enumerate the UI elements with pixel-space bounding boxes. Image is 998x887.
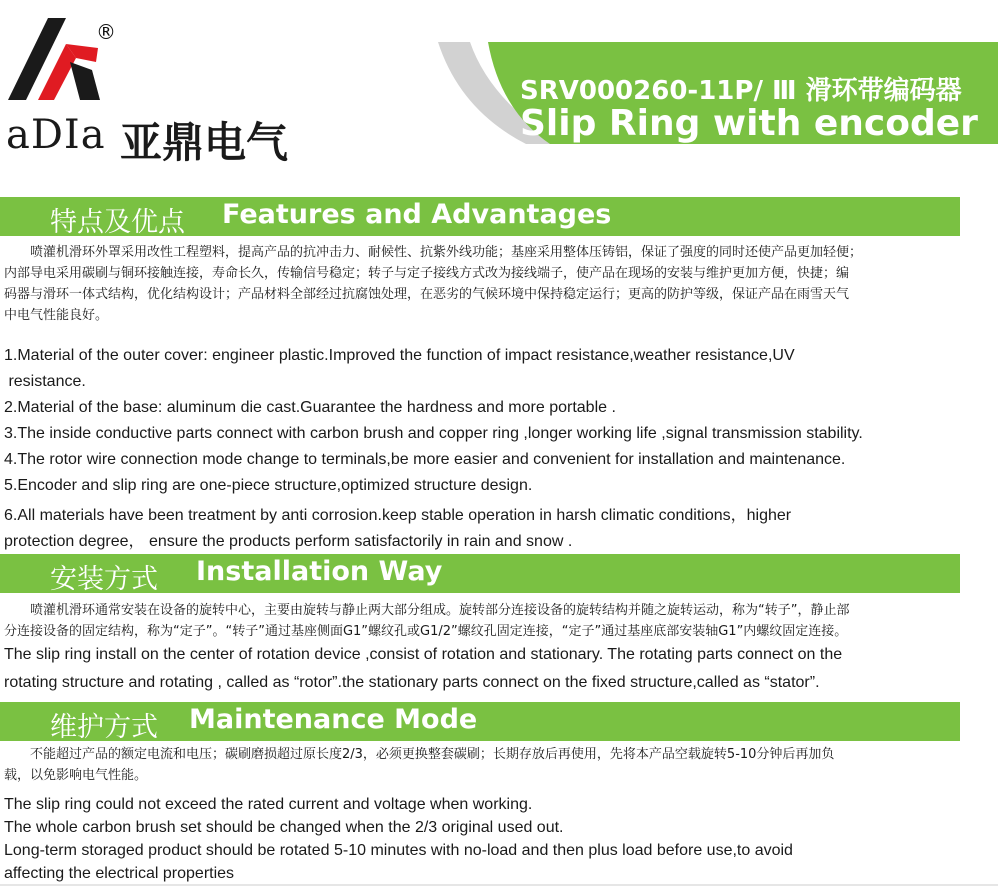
installation-en-paragraph: The slip ring install on the center of rotation device ,consist of rotation and stationary. The rotating parts connect on the rotating structure and rotating , called as “rotor”.the stationary parts connect on the fixed structure,called as “stator”. bbox=[4, 646, 843, 691]
list-item: Long-term storaged product should be rotated 5-10 minutes with no-load and then plus load before use,to avoid bbox=[4, 842, 793, 859]
brand-name-latin: aDIa bbox=[6, 112, 106, 158]
page-header bbox=[0, 0, 998, 180]
list-item: protection degree， ensure the products perform satisfactorily in rain and snow . bbox=[4, 533, 573, 550]
maintenance-cn-paragraph: 不能超过产品的额定电流和电压；碳刷磨损超过原长度2/3，必须更换整套碳刷；长期存放后再使用，先将本产品空载旋转5-10分钟后再加负 载，以免影响电气性能。 bbox=[4, 747, 835, 783]
features-cn-paragraph: 喷灌机滑环外罩采用改性工程塑料，提高产品的抗冲击力、耐候性、抗紫外线功能；基座采用整体压铸铝，保证了强度的同时还使产品更加轻便； 内部导电采用碳刷与铜环接触连接，寿命长久，传输信号稳定；转子与定子接线方式改为接线端子，使产品在现场的安装与维护更加方便，快捷；编 码器与滑环一体式结构，优化结构设计；产品材料全部经过抗腐蚀处理，在恶劣的气候环境中保持稳定运行；更高的防护等级，保证产品在雨雪天气 中电气性能良好。 bbox=[4, 245, 863, 323]
section-title-en: Installation Way bbox=[196, 556, 443, 587]
brand-logo-mark bbox=[8, 18, 100, 108]
section-title-en: Features and Advantages bbox=[222, 199, 612, 230]
bottom-divider bbox=[0, 884, 998, 886]
features-en-list bbox=[4, 343, 976, 555]
list-item: 2.Material of the base: aluminum die cast.Guarantee the hardness and more portable . bbox=[4, 399, 616, 416]
section-title-cn: 特点及优点 bbox=[50, 207, 185, 238]
section-title-cn: 维护方式 bbox=[50, 712, 158, 743]
brand-name-chinese: 亚鼎电气 bbox=[120, 118, 289, 167]
section-header-maintenance bbox=[0, 702, 960, 741]
section-header-features bbox=[0, 197, 960, 236]
list-item: affecting the electrical properties bbox=[4, 865, 235, 882]
list-item: 3.The inside conductive parts connect with carbon brush and copper ring ,longer working life ,signal transmission stability. bbox=[4, 425, 863, 442]
list-item: resistance. bbox=[4, 373, 86, 390]
list-item: 6.All materials have been treatment by anti corrosion.keep stable operation in harsh climatic conditions，higher bbox=[4, 507, 792, 524]
product-title-cn: SRV000260-11P/ Ⅲ 滑环带编码器 bbox=[520, 76, 962, 106]
maintenance-en-paragraph bbox=[4, 793, 976, 885]
list-item: 1.Material of the outer cover: engineer plastic.Improved the function of impact resistance,weather resistance,UV bbox=[4, 347, 795, 364]
list-item: 4.The rotor wire connection mode change to terminals,be more easier and convenient for installation and maintenance. bbox=[4, 451, 846, 468]
product-title-en: Slip Ring with encoder bbox=[520, 103, 978, 144]
list-item: The slip ring could not exceed the rated current and voltage when working. bbox=[4, 796, 533, 813]
section-title-cn: 安装方式 bbox=[50, 564, 158, 595]
section-header-installation bbox=[0, 554, 960, 593]
list-item: The whole carbon brush set should be changed when the 2/3 original used out. bbox=[4, 819, 564, 836]
registered-mark: ® bbox=[96, 20, 116, 44]
list-item: 5.Encoder and slip ring are one-piece structure,optimized structure design. bbox=[4, 477, 533, 494]
section-title-en: Maintenance Mode bbox=[189, 704, 478, 735]
installation-cn-paragraph: 喷灌机滑环通常安装在设备的旋转中心，主要由旋转与静止两大部分组成。旋转部分连接设备的旋转结构并随之旋转运动，称为“转子”，静止部 分连接设备的固定结构，称为“定子”。“转子”通过基座侧面G1”螺纹孔或G1/2”螺纹孔固定连接，“定子”通过基座底部安装轴G1”内螺纹固定连接。 bbox=[4, 603, 850, 639]
